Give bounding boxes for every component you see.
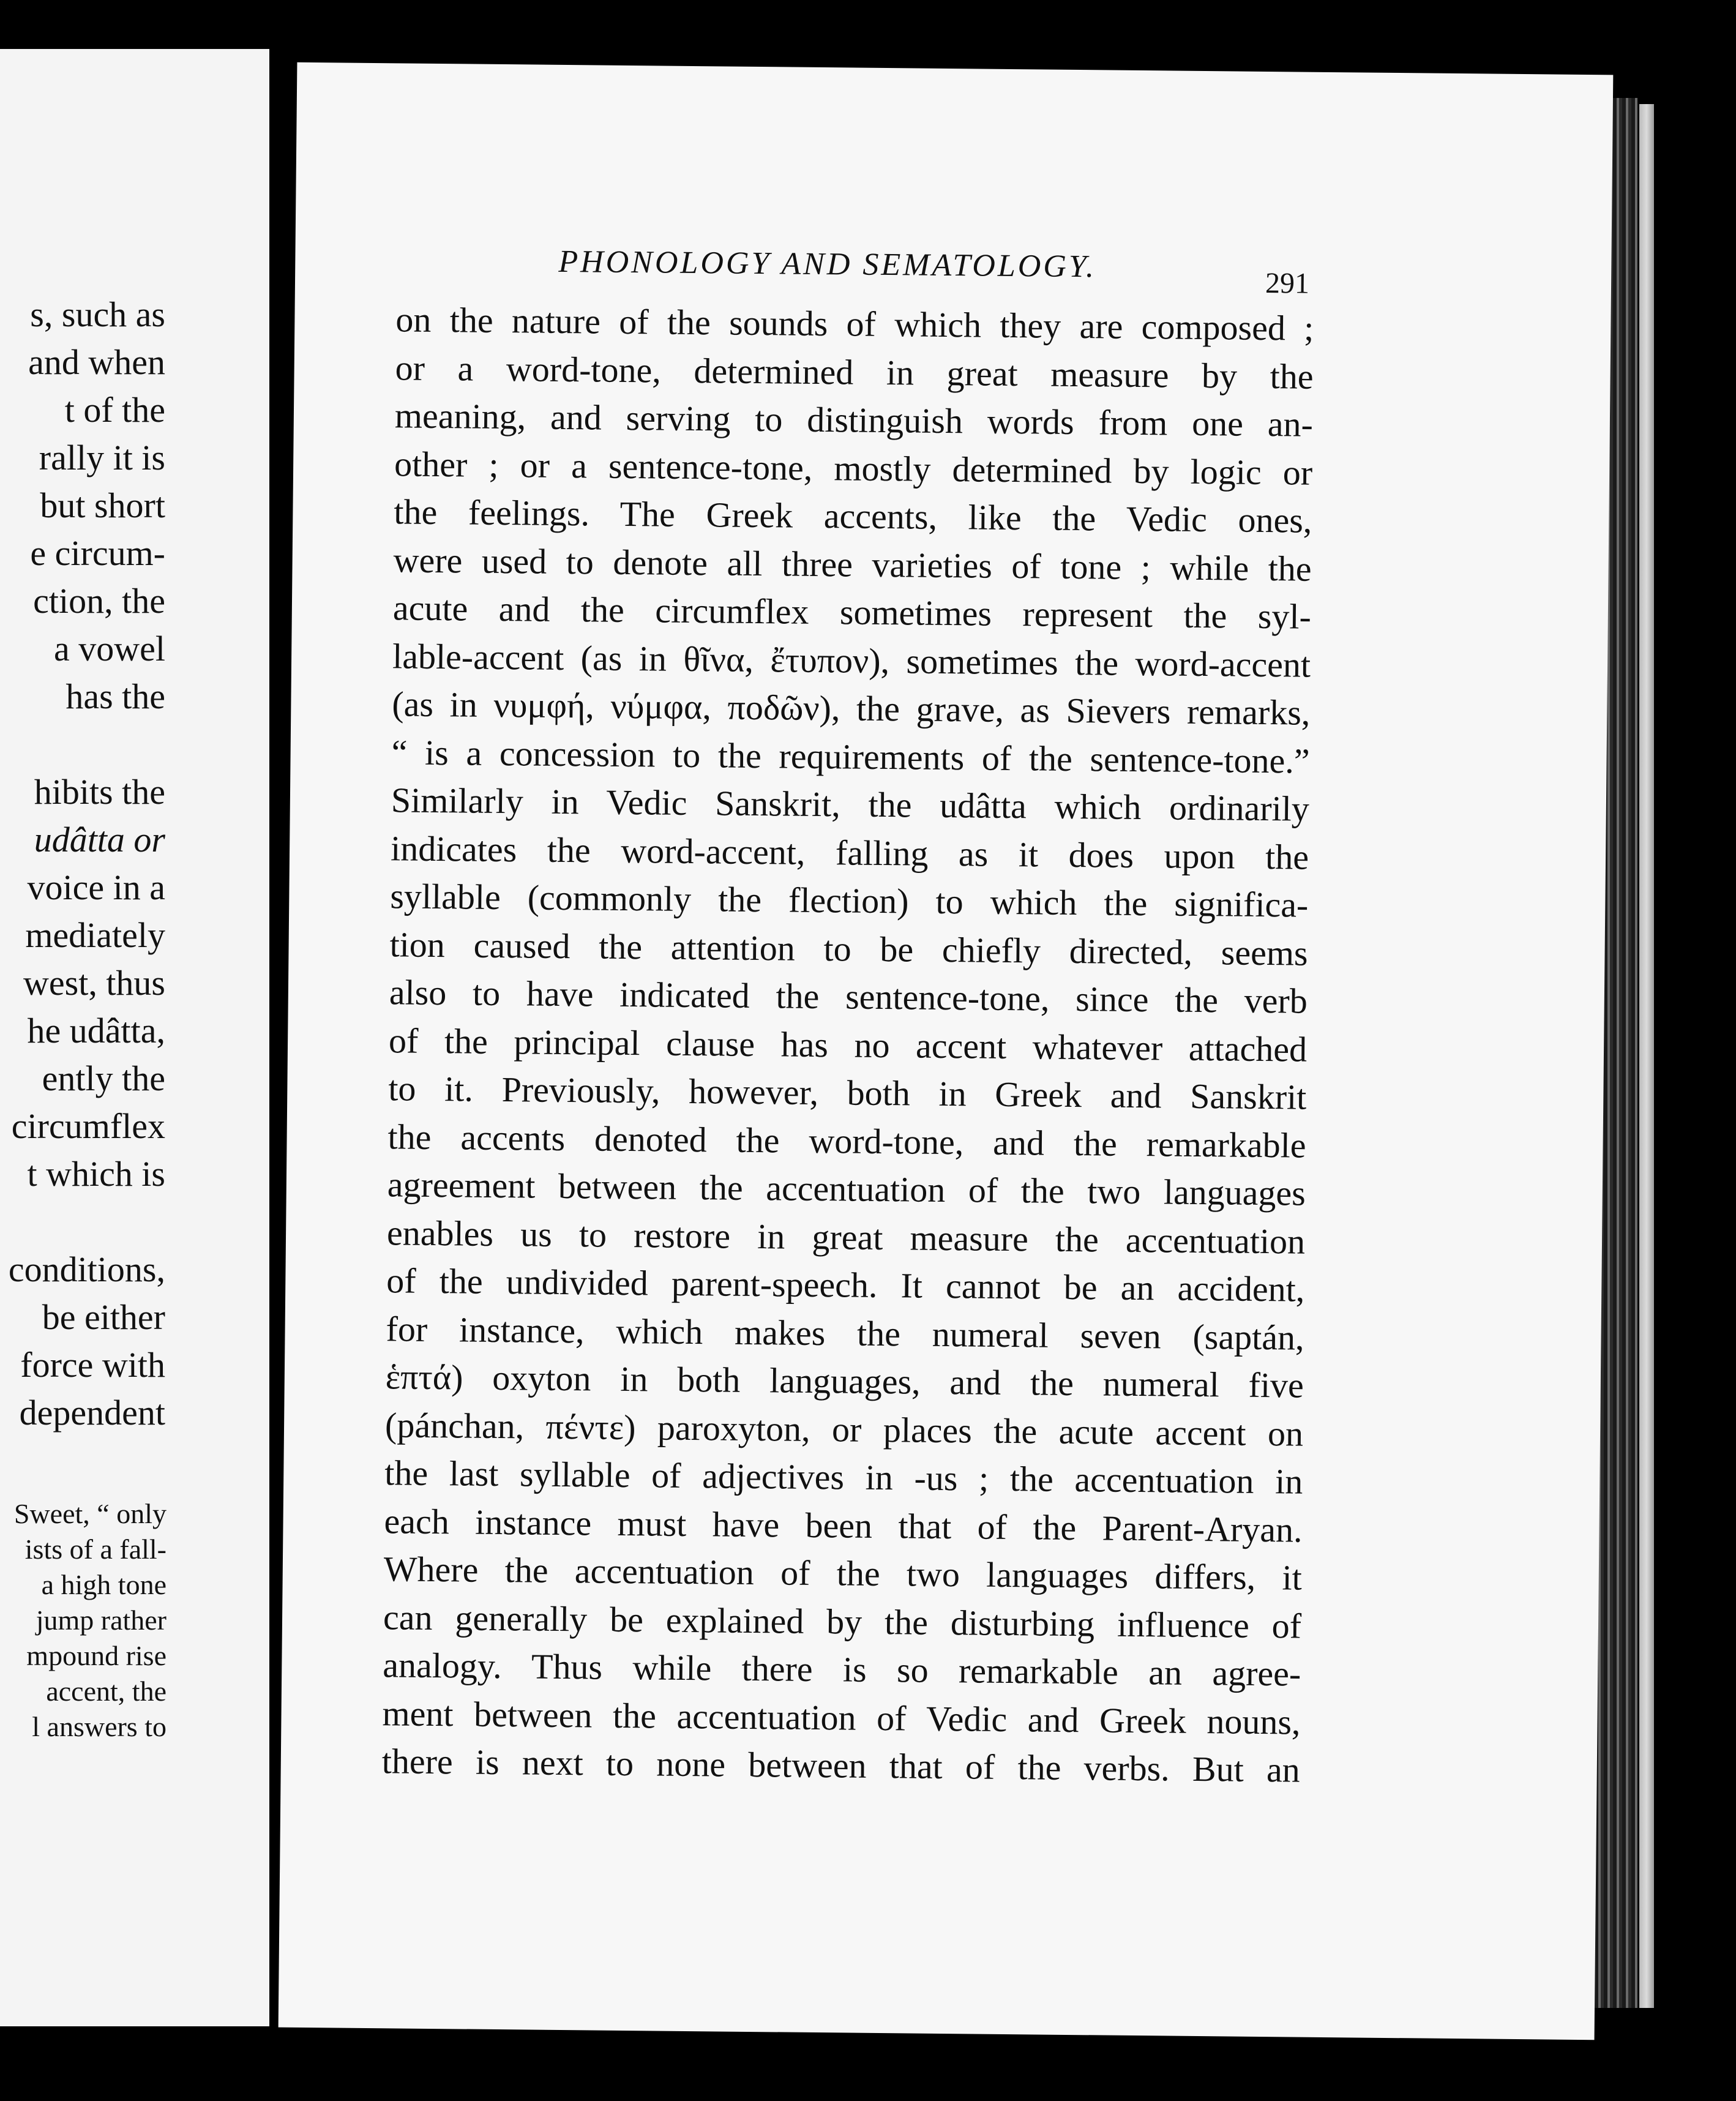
running-title: PHONOLOGY AND SEMATOLOGY. [558,244,1097,285]
left-page-line: but short [40,485,165,525]
left-page-line: a vowel [54,629,165,668]
left-page-line: circumflex [11,1106,165,1146]
text-line: analogy. Thus while there is so remarkable an agree- [383,1645,1301,1694]
text-line: also to have indicated the sentence-tone, since the verb [389,972,1308,1021]
left-page-footnote-line: ists of a fall- [24,1534,166,1565]
left-page-line: force with [20,1345,165,1385]
left-page [0,49,269,2026]
text-line: other ; or a sentence-tone, mostly determined by logic or [394,443,1313,493]
left-page-line: voice in a [27,867,165,907]
left-page-line: ction, the [33,581,165,621]
left-page-line: t which is [27,1154,165,1194]
book-page [279,62,1614,2040]
left-page-footnote-line: Sweet, “ only [13,1498,166,1529]
left-page-line: dependent [19,1393,165,1432]
text-line: of the principal clause has no accent whatever attached [388,1020,1308,1069]
left-page-line: has the [65,676,165,716]
text-line: indicates the word-accent, falling as it does upon the [390,828,1309,877]
page-number: 291 [1265,266,1310,300]
left-page-line: conditions, [8,1249,165,1289]
text-line: agreement between the accentuation of the two languages [387,1164,1306,1213]
left-page-line: mediately [25,915,165,955]
text-line: on the nature of the sounds of which they are composed ; [395,299,1314,348]
text-line: or a word-tone, determined in great measure by the [395,347,1314,397]
left-page-line: t of the [64,390,165,430]
text-line: to it. Previously, however, both in Greek and Sanskrit [388,1068,1307,1117]
text-line: Similarly in Vedic Sanskrit, the udâtta which ordinarily [391,780,1310,829]
text-line: of the undivided parent-speech. It cannot be an accident, [386,1260,1305,1309]
text-line: the feelings. The Greek accents, like the Vedic ones, [394,492,1312,541]
left-page-footnote-line: a high tone [41,1569,166,1600]
text-line: the accents denoted the word-tone, and the remarkable [387,1116,1306,1166]
left-page-footnote-line: mpound rise [26,1640,166,1671]
text-line: (pánchan, πέντε) paroxyton, or places the acute accent on [384,1404,1304,1454]
book-cover-edge [1639,104,1654,2008]
text-line: meaning, and serving to distinguish words from one an- [394,395,1314,444]
left-page-line: ently the [42,1058,165,1098]
text-line: tion caused the attention to be chiefly directed, seems [389,924,1308,973]
text-line: lable-accent (as in θῖνα, ἔτυπον), sometimes the word-accent [392,635,1311,685]
text-line: syllable (commonly the flection) to which the significa- [390,876,1309,925]
left-page-line: and when [28,342,165,382]
text-line: ment between the accentuation of Vedic and Greek nouns, [382,1693,1301,1742]
left-page-line: west, thus [23,963,165,1003]
text-line: can generally be explained by the disturbing influence of [383,1597,1302,1646]
left-page-line: rally it is [39,438,165,478]
text-line: for instance, which makes the numeral seven (saptán, [386,1308,1304,1358]
text-line: the last syllable of adjectives in -us ; the accentuation in [384,1453,1303,1502]
text-line: (as in νυμφή, νύμφα, ποδῶν), the grave, as Sievers remarks, [392,684,1311,733]
text-line: each instance must have been that of the Parent-Aryan. [384,1500,1303,1550]
text-line: acute and the circumflex sometimes represent the syl- [392,588,1312,637]
left-page-footnote-line: accent, the [46,1676,166,1707]
left-page-line: s, such as [30,294,165,334]
left-page-line: hibits the [34,772,165,812]
left-page-line: he udâtta, [27,1011,165,1050]
left-page-line: e circum- [30,533,165,573]
text-line: there is next to none between that of the verbs. But an [381,1741,1301,1790]
text-line: Where the accentuation of the two languages differs, it [383,1549,1303,1598]
left-page-footnote-line: l answers to [32,1711,166,1742]
text-line: “ is a concession to the requirements of the sentence-tone.” [391,732,1310,781]
left-page-line: udâtta or [34,820,165,860]
text-line: were used to denote all three varieties of tone ; while the [393,539,1312,589]
text-line: ἑπτά) oxyton in both languages, and the numeral five [385,1357,1304,1406]
body-text [381,296,1314,1794]
left-page-footnote-line: jump rather [36,1605,166,1636]
left-page-line: be either [42,1297,165,1337]
text-line: enables us to restore in great measure the accentuation [386,1212,1306,1262]
